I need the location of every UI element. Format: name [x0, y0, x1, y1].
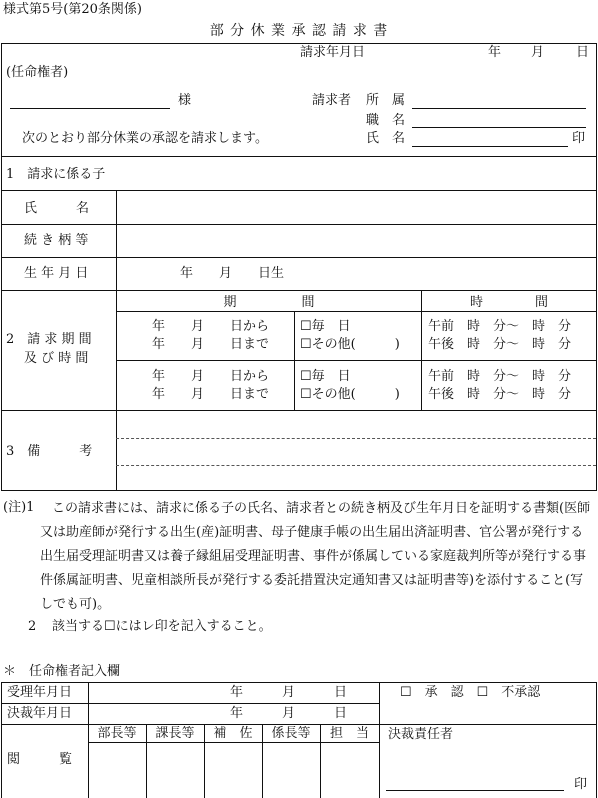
approval-checkboxes[interactable]: ☐ 承 認 ☐ 不承認 [400, 685, 541, 700]
relationship-field[interactable] [120, 228, 590, 250]
table-right-border [596, 43, 597, 490]
divider [1, 410, 597, 411]
period2-from[interactable]: 年 月 日から [152, 369, 270, 384]
period2-other-checkbox[interactable]: ☐その他( ) [300, 387, 400, 402]
appointer-label: (任命権者) [6, 65, 69, 80]
period1-from[interactable]: 年 月 日から [152, 319, 270, 334]
remarks-divider [116, 410, 117, 490]
child-name-label: 氏 名 [24, 201, 90, 216]
divider [1, 703, 379, 704]
divider [1, 257, 597, 258]
child-name-field[interactable] [120, 196, 590, 218]
divider [379, 682, 380, 798]
requester-label: 請求者 [312, 93, 352, 108]
position-field[interactable] [412, 127, 586, 128]
divider [1, 682, 2, 798]
remarks-label: 3 備 考 [6, 444, 93, 459]
sama-label: 様 [178, 93, 192, 108]
seal-mark: 印 [572, 131, 586, 146]
table-left-border [1, 43, 2, 490]
period-time-divider [421, 290, 422, 410]
table-top-border [1, 43, 597, 44]
decided-date-field[interactable]: 年 月 日 [230, 706, 348, 721]
divider [1, 224, 597, 225]
divider [1, 682, 597, 683]
period1-am-time[interactable]: 午前 時 分〜 時 分 [428, 319, 572, 334]
appointer-heading: ＊ 任命権者記入欄 [3, 664, 121, 679]
period1-daily-checkbox[interactable]: ☐毎 日 [300, 319, 351, 334]
divider [1, 190, 597, 191]
received-date-label: 受理年月日 [7, 685, 73, 700]
period1-to[interactable]: 年 月 日まで [152, 337, 270, 352]
reviewer-bucho: 部長等 [97, 726, 137, 741]
remarks-line-2[interactable] [116, 465, 596, 466]
section2-label-1: 2 請 求 期 間 [6, 332, 92, 347]
decision-person-label: 決裁責任者 [388, 727, 454, 742]
note-2-prefix: 2 [28, 619, 37, 634]
divider [116, 311, 597, 312]
note-1: この請求書には、請求に係る子の氏名、請求者との続き柄及び生年月日を証明する書類(医師又は助産師が発行する出生(産)証明書、母子健康手帳の出生届出済証明書、官公署が発行する出生届受理証明書又は養子縁組届受理証明書、事件が係属している家庭裁判所等が発行する事件係属証明書、児童相談所長が発行する委託措置決定通知書又は証明書等)を添付すること(写しでも可)。 [40, 501, 591, 612]
birthdate-field[interactable]: 年 月 日生 [180, 266, 285, 281]
review-label: 閲 覧 [7, 752, 73, 767]
position-label: 職 名 [366, 113, 406, 128]
decided-date-label: 決裁年月日 [7, 706, 73, 721]
received-date-field[interactable]: 年 月 日 [230, 685, 348, 700]
section1-heading: 1 請求に係る子 [6, 167, 106, 182]
period-header: 期 間 [223, 295, 315, 310]
form-number: 様式第5号(第20条関係) [3, 2, 142, 17]
request-date-year[interactable]: 年 [488, 45, 502, 60]
period2-to[interactable]: 年 月 日まで [152, 387, 270, 402]
name-label: 氏 名 [366, 131, 406, 146]
decision-person-signature-field[interactable] [386, 790, 564, 791]
note-2: 該当する☐にはレ印を記入すること。 [52, 619, 272, 634]
name-field[interactable] [412, 146, 568, 147]
reviewer-kakaricho: 係長等 [271, 726, 311, 741]
notes-prefix: (注)1 [3, 500, 35, 515]
form-title: 部 分 休 業 承 認 請 求 書 [209, 23, 389, 39]
section2-label-2: 及 び 時 間 [24, 351, 89, 366]
table-bottom-border [1, 490, 597, 491]
divider [1, 724, 597, 725]
divider [1, 156, 597, 157]
decision-seal: 印 [574, 777, 588, 792]
time-header: 時 間 [469, 295, 548, 310]
divider [88, 742, 379, 743]
divider [596, 682, 597, 798]
reviewer-kacho: 課長等 [155, 726, 195, 741]
remarks-line-1[interactable] [116, 438, 596, 439]
divider [1, 290, 597, 291]
request-date-day[interactable]: 日 [576, 45, 590, 60]
request-date-month[interactable]: 月 [531, 45, 545, 60]
request-date-label: 請求年月日 [300, 45, 366, 60]
period1-pm-time[interactable]: 午後 時 分〜 時 分 [428, 337, 572, 352]
divider [88, 682, 89, 798]
period2-daily-checkbox[interactable]: ☐毎 日 [300, 369, 351, 384]
period2-pm-time[interactable]: 午後 時 分〜 時 分 [428, 387, 572, 402]
divider [116, 360, 597, 361]
affiliation-label: 所 属 [366, 93, 406, 108]
period1-other-checkbox[interactable]: ☐その他( ) [300, 337, 400, 352]
birthdate-label: 生 年 月 日 [24, 266, 89, 281]
request-statement: 次のとおり部分休業の承認を請求します。 [22, 131, 268, 146]
reviewer-tanto: 担 当 [329, 726, 369, 741]
appointer-name-field[interactable] [10, 108, 170, 109]
affiliation-field[interactable] [412, 108, 586, 109]
period2-am-time[interactable]: 午前 時 分〜 時 分 [428, 369, 572, 384]
relationship-label: 続 き 柄 等 [24, 233, 89, 248]
reviewer-hosa: 補 佐 [213, 726, 253, 741]
